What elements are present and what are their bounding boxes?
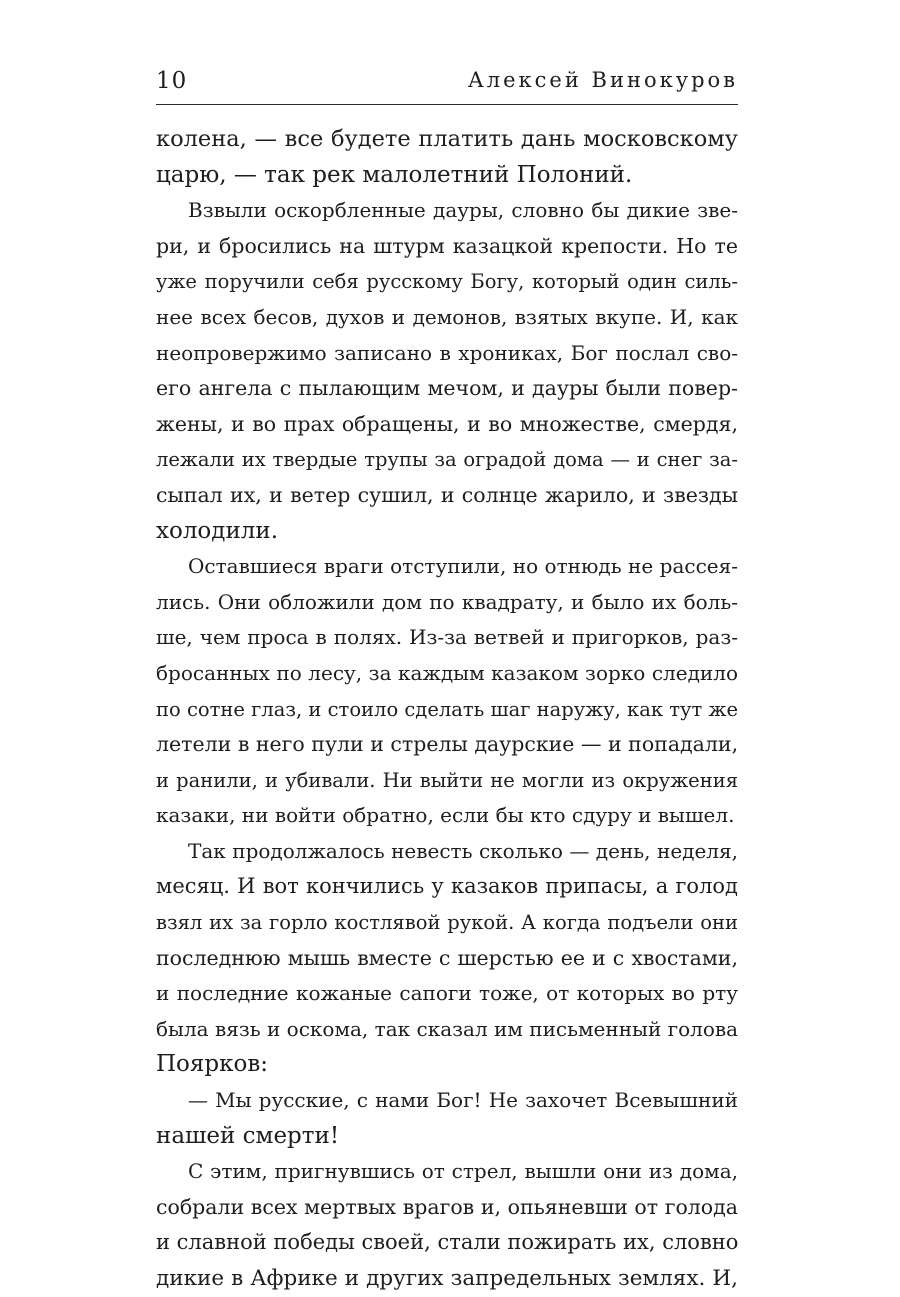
text-line: лись. Они обложили дом по квадрату, и было их боль- <box>156 589 738 614</box>
header-rule <box>156 104 738 105</box>
text-line: взял их за горло костлявой рукой. А когда подъели они <box>156 911 738 935</box>
text-line: холодили. <box>156 517 279 544</box>
text-line: дикие в Африке и других запредельных землях. И, <box>156 1266 738 1291</box>
text-line: Поярков: <box>156 1051 269 1078</box>
body-text <box>156 122 738 1297</box>
text-line: жены, и во прах обращены, и во множестве, смердя, <box>156 411 738 436</box>
page-number: 10 <box>156 68 188 94</box>
text-line: неопровержимо записано в хрониках, Бог послал сво- <box>156 340 738 365</box>
paragraph-first-line: Так продолжалось невесть сколько — день, неделя, <box>188 838 738 863</box>
text-line: нее всех бесов, духов и демонов, взятых вкупе. И, как <box>156 304 738 329</box>
paragraph-first-line: Взвыли оскорбленные дауры, словно бы дикие зве- <box>188 198 738 223</box>
text-line: ше, чем проса в полях. Из-за ветвей и пригорков, раз- <box>156 625 738 650</box>
text-line: уже поручили себя русскому Богу, который один силь- <box>156 270 738 294</box>
text-line: последнюю мышь вместе с шерстью ее и с хвостами, <box>156 945 738 970</box>
paragraph-first-line: С этим, пригнувшись от стрел, вышли они из дома, <box>188 1159 738 1184</box>
text-line: царю, — так рек малолетний Полоний. <box>156 161 633 188</box>
text-line: колена, — все будете платить дань московскому <box>156 126 738 152</box>
paragraph-first-line: Оставшиеся враги отступили, но отнюдь не рассея- <box>188 554 738 579</box>
text-line: лежали их твердые трупы за оградой дома — и снег за- <box>156 448 738 472</box>
text-line: бросанных по лесу, за каждым казаком зорко следило <box>156 660 738 685</box>
text-line: была вязь и оскома, так сказал им письменный голова <box>156 1016 739 1041</box>
text-line: собрали всех мертвых врагов и, опьяневши от голода <box>156 1194 738 1219</box>
text-line: месяц. И вот кончились у казаков припасы, а голод <box>156 874 738 899</box>
text-line: сыпал их, и ветер сушил, и солнце жарило, и звезды <box>156 482 738 507</box>
text-line: и славной победы своей, стали пожирать их, словно <box>156 1230 739 1255</box>
text-line: ри, и бросились на штурм казацкой крепости. Но те <box>156 233 738 258</box>
text-line: его ангела с пылающим мечом, и дауры были повер- <box>156 376 738 401</box>
paragraph-first-line: — Мы русские, с нами Бог! Не захочет Всевышний <box>188 1088 738 1113</box>
text-line: и ранили, и убивали. Ни выйти не могли из окружения <box>156 768 738 792</box>
running-head <box>156 64 738 102</box>
text-line: нашей смерти! <box>156 1122 340 1149</box>
text-line: и последние кожаные сапоги тоже, от которых во рту <box>156 981 738 1006</box>
text-line: казаки, ни войти обратно, если бы кто сдуру и вышел. <box>156 803 735 828</box>
text-line: по сотне глаз, и стоило сделать шаг наружу, как тут же <box>156 697 738 721</box>
running-head-author: Алексей Винокуров <box>467 68 738 92</box>
text-line: летели в него пули и стрелы даурские — и попадали, <box>156 732 739 757</box>
